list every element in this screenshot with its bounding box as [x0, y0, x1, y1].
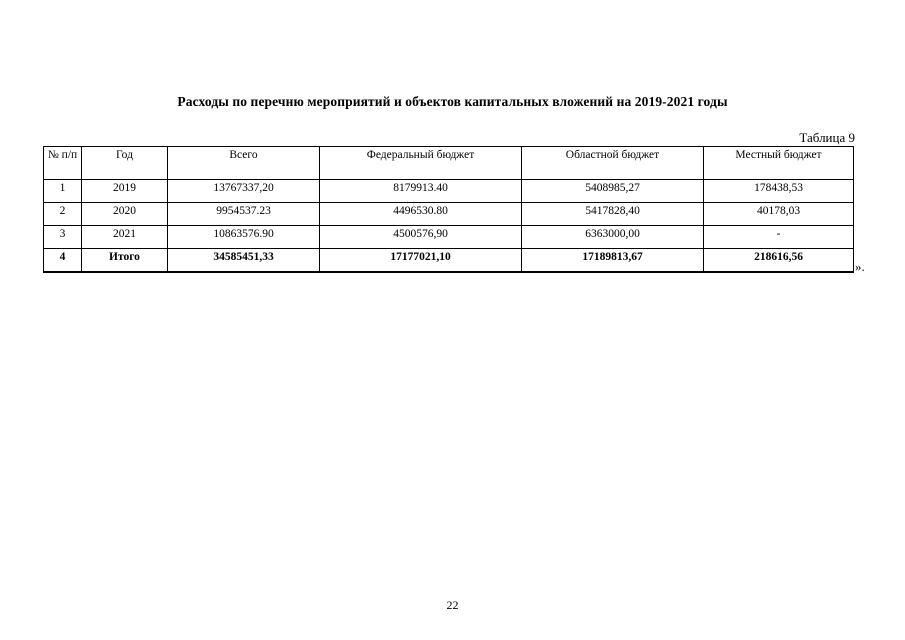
header-local: Местный бюджет: [704, 147, 854, 180]
cell-year: 2021: [82, 226, 168, 249]
header-num: № п/п: [44, 147, 82, 180]
cell-federal: 4496530.80: [320, 203, 522, 226]
cell-year: 2020: [82, 203, 168, 226]
cell-regional: 5408985,27: [522, 180, 704, 203]
table-label: Таблица 9: [799, 130, 855, 145]
cell-total: 10863576.90: [168, 226, 320, 249]
table-total-row: [44, 249, 854, 273]
cell-total: 34585451,33: [168, 249, 320, 273]
table-row: [44, 180, 854, 203]
cell-num: 2: [44, 203, 82, 226]
cell-num: 3: [44, 226, 82, 249]
cell-num: 1: [44, 180, 82, 203]
cell-year: 2019: [82, 180, 168, 203]
cell-local: 178438,53: [704, 180, 854, 203]
document-title: Расходы по перечню мероприятий и объектов капитальных вложений на 2019-2021 годы: [177, 94, 728, 109]
cell-local: 40178,03: [704, 203, 854, 226]
cell-local: -: [704, 226, 854, 249]
table-row: [44, 226, 854, 249]
cell-federal: 8179913.40: [320, 180, 522, 203]
page-number: 22: [446, 598, 459, 612]
budget-table: [43, 146, 854, 273]
header-regional: Областной бюджет: [522, 147, 704, 180]
header-federal: Федеральный бюджет: [320, 147, 522, 180]
cell-total: 9954537.23: [168, 203, 320, 226]
cell-federal: 4500576,90: [320, 226, 522, 249]
header-year: Год: [82, 147, 168, 180]
header-total: Всего: [168, 147, 320, 180]
cell-federal: 17177021,10: [320, 249, 522, 273]
cell-regional: 5417828,40: [522, 203, 704, 226]
cell-local: 218616,56: [704, 249, 854, 273]
cell-total: 13767337,20: [168, 180, 320, 203]
closing-quote: ».: [855, 259, 865, 274]
table-row: [44, 203, 854, 226]
cell-regional: 17189813,67: [522, 249, 704, 273]
cell-num: 4: [44, 249, 82, 273]
cell-regional: 6363000,00: [522, 226, 704, 249]
cell-year: Итого: [82, 249, 168, 273]
table-header-row: [44, 147, 854, 180]
